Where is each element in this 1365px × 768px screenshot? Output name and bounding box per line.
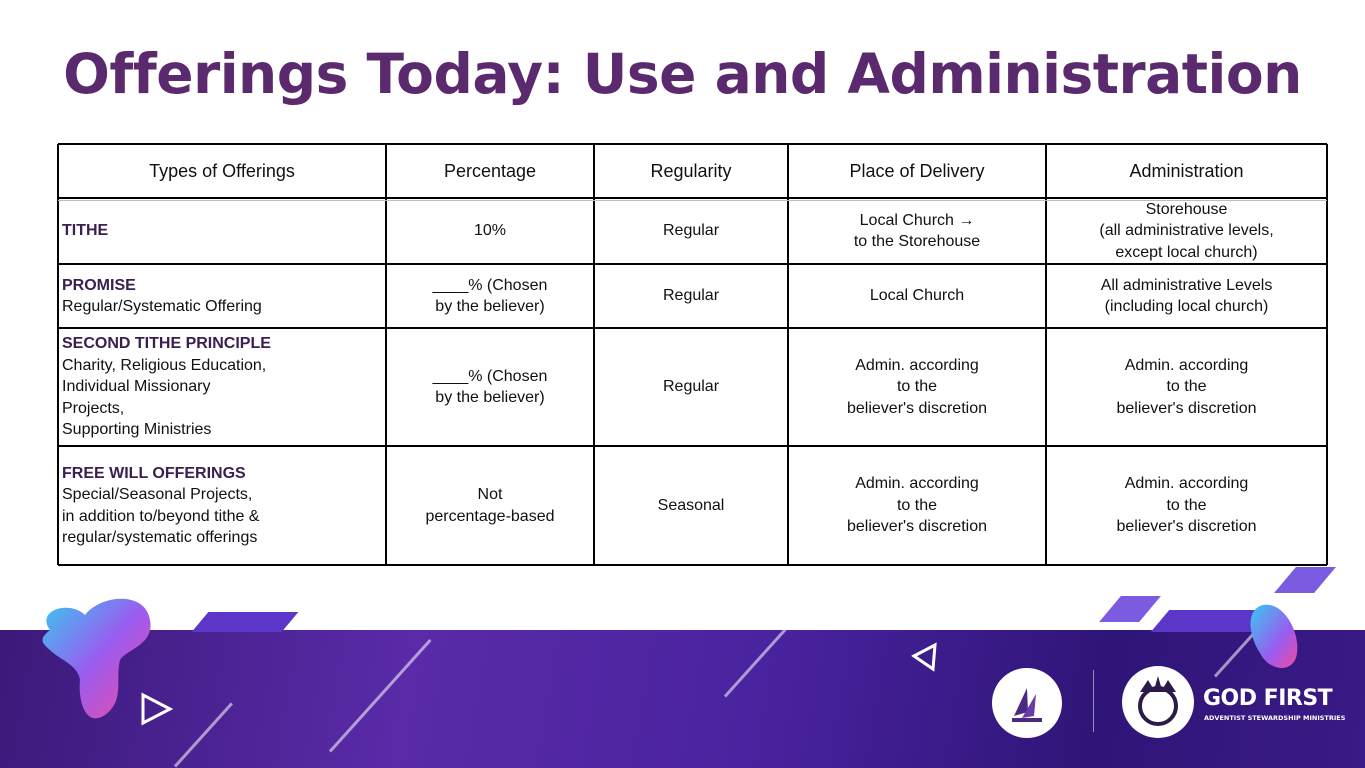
administration-cell xyxy=(1046,446,1327,565)
header-label: Administration xyxy=(1129,161,1244,181)
place-of-delivery-cell xyxy=(788,446,1046,565)
administration-text: believer's discretion xyxy=(1116,399,1257,417)
regularity-cell xyxy=(594,198,788,264)
offering-type-desc: regular/systematic offerings xyxy=(62,529,258,546)
administration-text: believer's discretion xyxy=(1116,518,1257,536)
administration-cell xyxy=(1046,264,1327,328)
decor-parallelogram xyxy=(1099,596,1161,622)
percentage-cell xyxy=(386,328,594,446)
administration-text: (all administrative levels, xyxy=(1099,222,1274,240)
footer-banner xyxy=(0,630,1365,768)
decor-line xyxy=(329,639,432,752)
offering-type-desc: Charity, Religious Education, xyxy=(62,356,267,374)
administration-text: except local church) xyxy=(1115,243,1258,261)
regularity-text: Seasonal xyxy=(657,496,725,514)
place-text: Admin. according xyxy=(855,356,979,374)
offering-type-desc: Supporting Ministries xyxy=(62,421,212,439)
decor-parallelogram xyxy=(1274,567,1336,593)
offering-type-title: PROMISE xyxy=(62,276,136,294)
blob-cross-icon xyxy=(30,590,160,730)
header-cell xyxy=(594,144,788,198)
header-cell xyxy=(1046,144,1327,198)
church-logo-icon xyxy=(992,668,1062,738)
header-label: Place of Delivery xyxy=(849,161,985,181)
header-cell xyxy=(788,144,1046,198)
percentage-text: Not xyxy=(477,486,503,503)
percentage-text: by the believer) xyxy=(435,298,545,315)
offering-type-cell xyxy=(58,264,386,328)
regularity-cell xyxy=(594,446,788,565)
triangle-outline-icon xyxy=(910,642,938,672)
decor-line xyxy=(724,630,793,698)
administration-text: (including local church) xyxy=(1104,298,1269,315)
percentage-text: ____% (Chosen xyxy=(432,276,548,294)
administration-cell xyxy=(1046,328,1327,446)
offering-type-cell xyxy=(58,198,386,264)
god-first-crown-icon xyxy=(1122,666,1194,738)
place-text: Local Church xyxy=(869,287,965,305)
logo-divider xyxy=(1093,670,1094,732)
place-text: believer's discretion xyxy=(846,518,987,536)
regularity-cell xyxy=(594,328,788,446)
place-of-delivery-cell xyxy=(788,264,1046,328)
administration-text: Admin. according xyxy=(1124,356,1249,374)
percentage-cell xyxy=(386,264,594,328)
percentage-text: 10% xyxy=(473,222,507,240)
header-label: Percentage xyxy=(443,161,537,181)
decor-line xyxy=(174,702,233,767)
percentage-cell xyxy=(386,198,594,264)
header-cell xyxy=(58,144,386,198)
regularity-text: Regular xyxy=(662,287,720,305)
place-text: Admin. according xyxy=(855,475,979,493)
administration-text: All administrative Levels xyxy=(1100,276,1273,294)
brand-title: GOD FIRST xyxy=(1203,686,1333,711)
header-label: Regularity xyxy=(650,161,732,181)
offering-type-cell xyxy=(58,328,386,446)
percentage-text: percentage-based xyxy=(425,507,555,525)
place-text: Local Church → xyxy=(859,211,975,229)
offering-type-title: FREE WILL OFFERINGS xyxy=(62,464,246,482)
place-of-delivery-cell xyxy=(788,328,1046,446)
offering-type-desc: Individual Missionary xyxy=(62,378,211,396)
administration-text: to the xyxy=(1166,496,1207,514)
offering-type-desc: Projects, xyxy=(62,399,125,417)
administration-text: Admin. according xyxy=(1124,475,1249,493)
place-text: to the xyxy=(896,496,938,514)
blob-drop-icon xyxy=(1245,598,1305,678)
regularity-cell xyxy=(594,264,788,328)
decor-parallelogram xyxy=(192,612,299,632)
brand-subtitle: ADVENTIST STEWARDSHIP MINISTRIES xyxy=(1204,714,1346,722)
place-text: to the xyxy=(896,378,938,396)
place-text: to the Storehouse xyxy=(853,233,981,250)
percentage-text: by the believer) xyxy=(435,389,545,406)
offering-type-title: SECOND TITHE PRINCIPLE xyxy=(62,335,271,353)
header-cell xyxy=(386,144,594,198)
percentage-text: ____% (Chosen xyxy=(432,367,548,385)
offering-type-desc: Special/Seasonal Projects, xyxy=(62,486,253,503)
administration-text: Storehouse xyxy=(1145,200,1228,218)
regularity-text: Regular xyxy=(662,378,720,396)
place-of-delivery-cell xyxy=(788,198,1046,264)
offering-type-cell xyxy=(58,446,386,565)
offering-type-desc: in addition to/beyond tithe & xyxy=(62,507,260,525)
regularity-text: Regular xyxy=(662,222,720,240)
header-label: Types of Offerings xyxy=(149,161,295,181)
administration-text: to the xyxy=(1166,378,1207,396)
page-title: Offerings Today: Use and Administration xyxy=(63,42,1302,106)
administration-cell xyxy=(1046,198,1327,264)
percentage-cell xyxy=(386,446,594,565)
offering-type-title: TITHE xyxy=(62,222,109,240)
place-text: believer's discretion xyxy=(846,399,987,417)
offering-type-desc: Regular/Systematic Offering xyxy=(62,298,262,315)
